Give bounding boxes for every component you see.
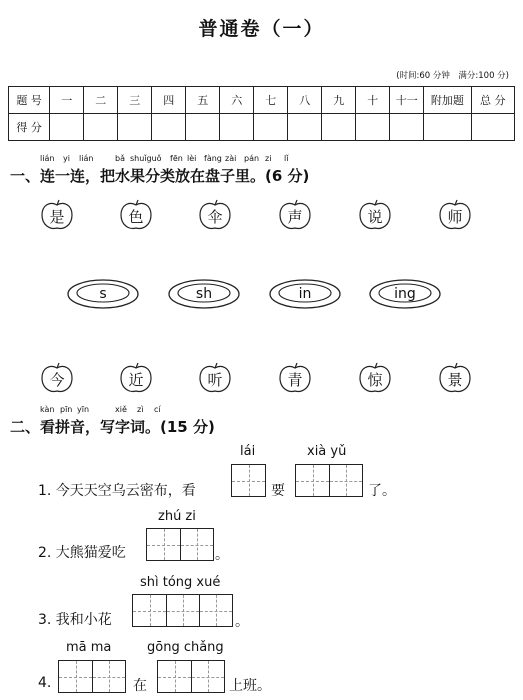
apple-card[interactable] — [198, 199, 232, 231]
apple-char: 近 — [128, 371, 144, 389]
char-cell[interactable] — [329, 465, 362, 496]
apple-card[interactable] — [358, 199, 392, 231]
apple-card[interactable] — [40, 199, 74, 231]
apple-card[interactable] — [198, 362, 232, 394]
section1-pinyin-fen: fēn — [170, 154, 183, 163]
section2-title: 二、看拼音，写字词。(15 分) — [10, 418, 215, 436]
apple-card[interactable] — [438, 199, 472, 231]
score-input-cell[interactable] — [186, 114, 220, 141]
char-cell[interactable] — [166, 595, 199, 626]
section1-pinyin-zi: zi — [265, 154, 272, 163]
q4-text-start: 4. — [38, 675, 52, 691]
score-input-cell[interactable] — [84, 114, 118, 141]
section1-title: 一、连一连，把水果分类放在盘子里。(6 分) — [10, 167, 310, 185]
apple-char: 师 — [447, 208, 463, 226]
char-cell[interactable] — [133, 595, 166, 626]
apple-char: 伞 — [207, 208, 223, 226]
score-header-cell: 三 — [118, 87, 152, 114]
plate[interactable] — [269, 278, 341, 310]
q1-char-grid-xiayu[interactable] — [295, 464, 363, 497]
q3-pinyin: shì tóng xué — [140, 575, 221, 590]
apple-card[interactable] — [278, 362, 312, 394]
score-header-cell: 九 — [322, 87, 356, 114]
section2-pinyin-pin: pīn — [60, 405, 73, 414]
score-header-cell: 题 号 — [9, 87, 50, 114]
apple-char: 青 — [287, 371, 303, 389]
char-cell[interactable] — [59, 661, 92, 692]
q2-pinyin: zhú zi — [158, 509, 196, 524]
score-table — [8, 86, 515, 141]
q1-pinyin-lai: lái — [240, 444, 256, 459]
char-cell[interactable] — [147, 529, 180, 560]
section1-pinyin-shuiguo: shuǐguǒ — [130, 154, 162, 163]
apple-char: 今 — [49, 371, 65, 389]
section1-pinyin-ba: bǎ — [115, 154, 125, 163]
apple-card[interactable] — [119, 362, 153, 394]
q1-char-grid-lai[interactable] — [231, 464, 266, 497]
char-cell[interactable] — [232, 465, 265, 496]
score-header-cell: 六 — [220, 87, 254, 114]
score-header-cell: 总 分 — [471, 87, 514, 114]
score-header-cell: 二 — [84, 87, 118, 114]
q4-char-grid-gongchang[interactable] — [157, 660, 225, 693]
section1-pinyin-zai: zài — [225, 154, 237, 163]
score-header-cell: 十一 — [390, 87, 424, 114]
q3-text-end: 。 — [235, 614, 249, 630]
score-input-cell[interactable] — [356, 114, 390, 141]
apple-char: 色 — [128, 208, 144, 226]
apple-char: 惊 — [367, 371, 383, 389]
score-input-cell[interactable] — [220, 114, 254, 141]
section1-pinyin-pan: pán — [244, 154, 260, 163]
plate-label: sh — [195, 286, 213, 302]
apple-card[interactable] — [119, 199, 153, 231]
apple-char: 是 — [49, 208, 65, 226]
score-header-cell: 附加题 — [424, 87, 471, 114]
score-input-cell[interactable] — [322, 114, 356, 141]
score-input-cell[interactable] — [424, 114, 471, 141]
q2-char-grid[interactable] — [146, 528, 214, 561]
apple-card[interactable] — [358, 362, 392, 394]
q1-text-mid: 要 — [271, 483, 285, 499]
apple-char: 听 — [207, 371, 223, 389]
section1-pinyin-yi: yi — [63, 154, 70, 163]
char-cell[interactable] — [296, 465, 329, 496]
score-input-cell[interactable] — [118, 114, 152, 141]
q4-pinyin-mama: mā ma — [66, 640, 112, 655]
section1-pinyin-lian: lián — [40, 154, 55, 163]
section1-pinyin-lei: lèi — [187, 154, 197, 163]
q3-char-grid[interactable] — [132, 594, 233, 627]
plate[interactable] — [67, 278, 139, 310]
q4-text-mid: 在 — [133, 678, 147, 694]
score-header-cell: 十 — [356, 87, 390, 114]
score-input-cell[interactable] — [152, 114, 186, 141]
score-value-row — [9, 114, 515, 141]
q1-text-start: 1. 今天天空乌云密布，看 — [38, 483, 196, 499]
score-input-cell[interactable] — [471, 114, 514, 141]
plate-label: ing — [394, 286, 416, 302]
score-input-cell[interactable] — [288, 114, 322, 141]
score-header-cell: 一 — [50, 87, 84, 114]
score-input-cell[interactable] — [50, 114, 84, 141]
section2-pinyin-kan: kàn — [40, 405, 55, 414]
plate[interactable] — [369, 278, 441, 310]
char-cell[interactable] — [158, 661, 191, 692]
char-cell[interactable] — [199, 595, 232, 626]
apple-char: 说 — [367, 208, 383, 226]
section1-pinyin-fang: fàng — [204, 154, 222, 163]
score-input-cell[interactable] — [390, 114, 424, 141]
char-cell[interactable] — [180, 529, 213, 560]
char-cell[interactable] — [191, 661, 224, 692]
char-cell[interactable] — [92, 661, 125, 692]
q2-text-end: 。 — [215, 547, 229, 563]
exam-meta: (时间:60 分钟 满分:100 分) — [396, 71, 509, 81]
q4-text-end: 上班。 — [229, 678, 271, 694]
apple-card[interactable] — [278, 199, 312, 231]
section1-pinyin-li: lǐ — [284, 154, 289, 163]
section2-pinyin-yin: yīn — [77, 405, 90, 414]
section2-pinyin-xie: xiě — [115, 405, 127, 414]
score-header-cell: 四 — [152, 87, 186, 114]
score-header-cell: 八 — [288, 87, 322, 114]
apple-card[interactable] — [40, 362, 74, 394]
plate-label: in — [298, 286, 312, 302]
score-header-cell: 五 — [186, 87, 220, 114]
section2-pinyin-ci: cí — [154, 405, 161, 414]
q4-char-grid-mama[interactable] — [58, 660, 126, 693]
section2-pinyin-zi: zì — [137, 405, 144, 414]
apple-card[interactable] — [438, 362, 472, 394]
page-title: 普通卷（一） — [198, 18, 325, 40]
score-header-row — [9, 87, 515, 114]
score-input-cell[interactable] — [254, 114, 288, 141]
q1-text-end: 了。 — [368, 483, 396, 499]
score-header-cell: 七 — [254, 87, 288, 114]
q4-pinyin-gongchang: gōng chǎng — [147, 640, 224, 655]
q1-pinyin-xiayu: xià yǔ — [307, 444, 347, 459]
plate[interactable] — [168, 278, 240, 310]
q3-text-start: 3. 我和小花 — [38, 612, 112, 628]
score-row-label: 得 分 — [9, 114, 50, 141]
apple-char: 声 — [287, 208, 303, 226]
section1-pinyin-lian2: lián — [79, 154, 94, 163]
plate-label: s — [99, 286, 107, 302]
q2-text-start: 2. 大熊猫爱吃 — [38, 545, 126, 561]
apple-char: 景 — [447, 371, 463, 389]
